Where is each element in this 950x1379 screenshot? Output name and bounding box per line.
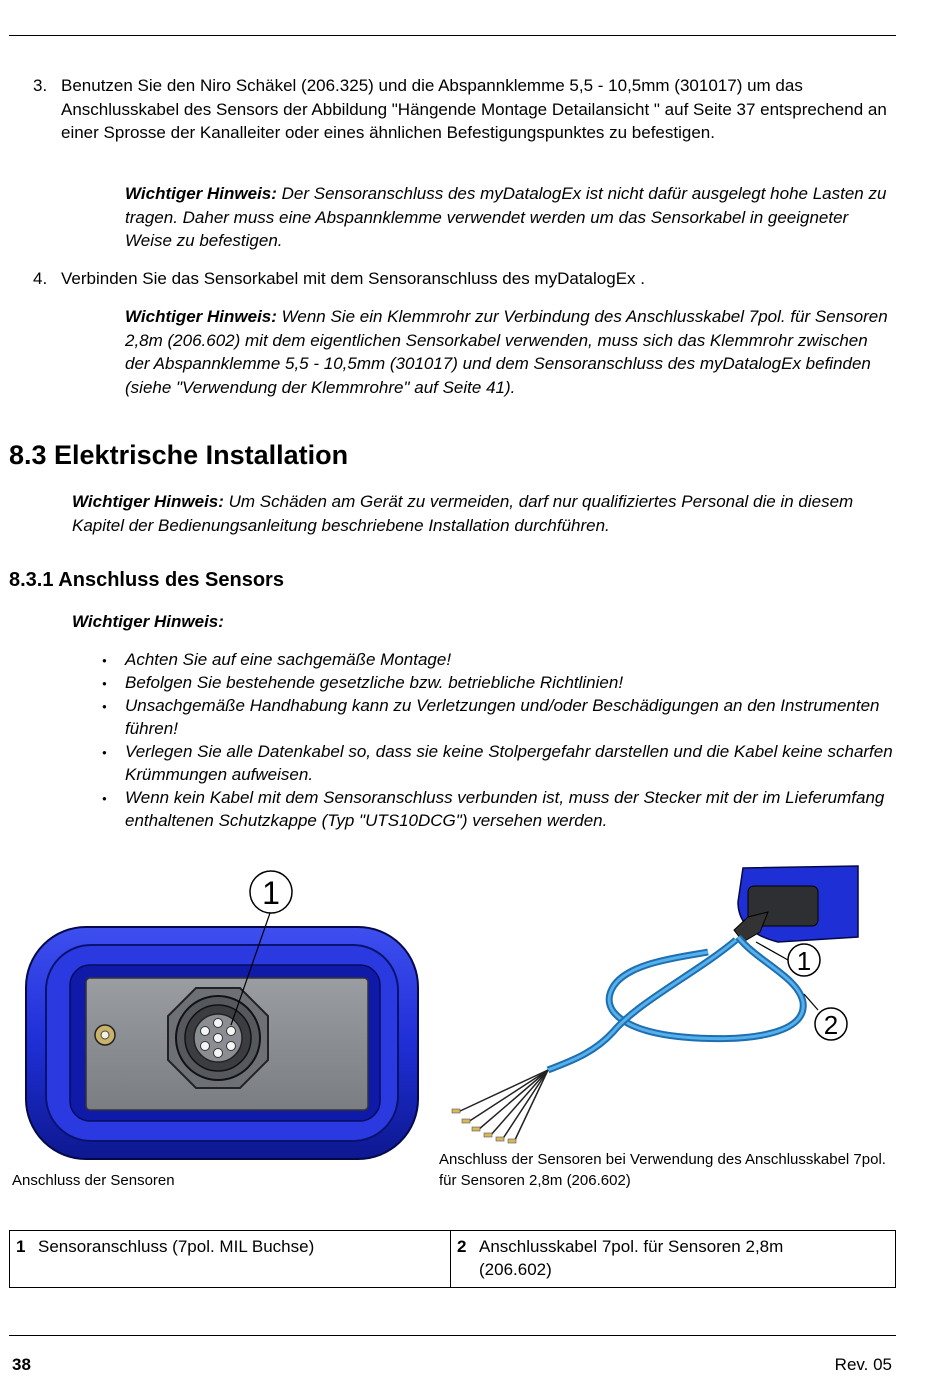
callout-1: 1 xyxy=(262,875,280,911)
step-number: 4. xyxy=(33,269,48,288)
revision-label: Rev. 05 xyxy=(834,1355,892,1374)
list-item: ● Verlegen Sie alle Datenkabel so, dass sie keine Stolpergefahr darstellen und die Kabel keine scharfen Krümmungen aufweisen. xyxy=(102,740,902,786)
list-item: ● Unsachgemäße Handhabung kann zu Verletzungen und/oder Beschädigungen an den Instrumenten führen! xyxy=(102,694,902,740)
subsection-title: 8.3.1 Anschluss des Sensors xyxy=(9,569,284,591)
step-number: 3. xyxy=(33,76,48,95)
section-title: 8.3 Elektrische Installation xyxy=(9,440,349,470)
note-text: Der Sensoranschluss des myDatalogEx ist nicht dafür ausgelegt hohe Lasten zu tragen. Daher muss eine Abspannklemme verwendet werden um das Sensorkabel in geeigneter Weise zu befestigen. xyxy=(125,184,887,250)
note-step-4 xyxy=(125,305,895,399)
header-rule xyxy=(9,35,896,36)
legend-text: Sensoranschluss (7pol. MIL Buchse) xyxy=(38,1237,315,1256)
left-figure-caption: Anschluss der Sensoren xyxy=(12,1172,175,1189)
table-row xyxy=(10,1231,896,1288)
warning-list xyxy=(102,648,902,832)
legend-cell xyxy=(451,1231,896,1288)
list-item: ● Wenn kein Kabel mit dem Sensoranschluss verbunden ist, muss der Stecker mit der im Lieferumfang enthaltenen Schutzkappe (Typ "UTS10DCG") versehen werden. xyxy=(102,786,902,832)
callout-1: 1 xyxy=(796,946,812,976)
note-label: Wichtiger Hinweis: xyxy=(125,307,277,326)
note-label: Wichtiger Hinweis: xyxy=(72,492,224,511)
callout-2: 2 xyxy=(823,1010,839,1040)
subsection-note-label: Wichtiger Hinweis: xyxy=(72,612,224,631)
right-figure-caption: Anschluss der Sensoren bei Verwendung des Anschlusskabel 7pol. für Sensoren 2,8m (206.602) xyxy=(439,1151,886,1189)
legend-table xyxy=(9,1230,896,1288)
connection-cable-figure xyxy=(438,862,868,1147)
section-note xyxy=(72,490,892,537)
step-text: Benutzen Sie den Niro Schäkel (206.325) und die Abspannklemme 5,5 - 10,5mm (301017) um das Anschlusskabel des Sensors der Abbildung "Hängende Montage Detailansicht " auf Seite 37 entsprechend an einer Sprosse der Kanalleiter oder eines ähnlichen Befestigungspunktes zu befestigen. xyxy=(61,76,887,142)
footer-rule xyxy=(9,1335,896,1336)
legend-number: 1 xyxy=(16,1237,26,1256)
sensor-connector-figure xyxy=(18,865,428,1165)
legend-text: Anschlusskabel 7pol. für Sensoren 2,8m (206.602) xyxy=(479,1237,784,1279)
step-text: Verbinden Sie das Sensorkabel mit dem Sensoranschluss des myDatalogEx . xyxy=(61,269,645,288)
page-number: 38 xyxy=(12,1355,31,1374)
legend-cell xyxy=(10,1231,451,1288)
list-item: ● Befolgen Sie bestehende gesetzliche bzw. betriebliche Richtlinien! xyxy=(102,671,902,694)
note-step-3 xyxy=(125,182,895,253)
legend-number: 2 xyxy=(457,1237,467,1256)
list-item: ● Achten Sie auf eine sachgemäße Montage! xyxy=(102,648,902,671)
note-text: Wenn Sie ein Klemmrohr zur Verbindung des Anschlusskabel 7pol. für Sensoren 2,8m (206.602) mit dem eigentlichen Sensorkabel verwenden, muss sich das Klemmrohr zwischen der Abspannklemme 5,5 - 10,5mm (301017) und dem Sensoranschluss des myDatalogEx befinden (siehe "Verwendung der Klemmrohre" auf Seite 41). xyxy=(125,307,888,397)
note-label: Wichtiger Hinweis: xyxy=(125,184,277,203)
note-text: Um Schäden am Gerät zu vermeiden, darf nur qualifiziertes Personal die in diesem Kapitel der Bedienungsanleitung beschriebene Installation durchführen. xyxy=(72,492,854,535)
